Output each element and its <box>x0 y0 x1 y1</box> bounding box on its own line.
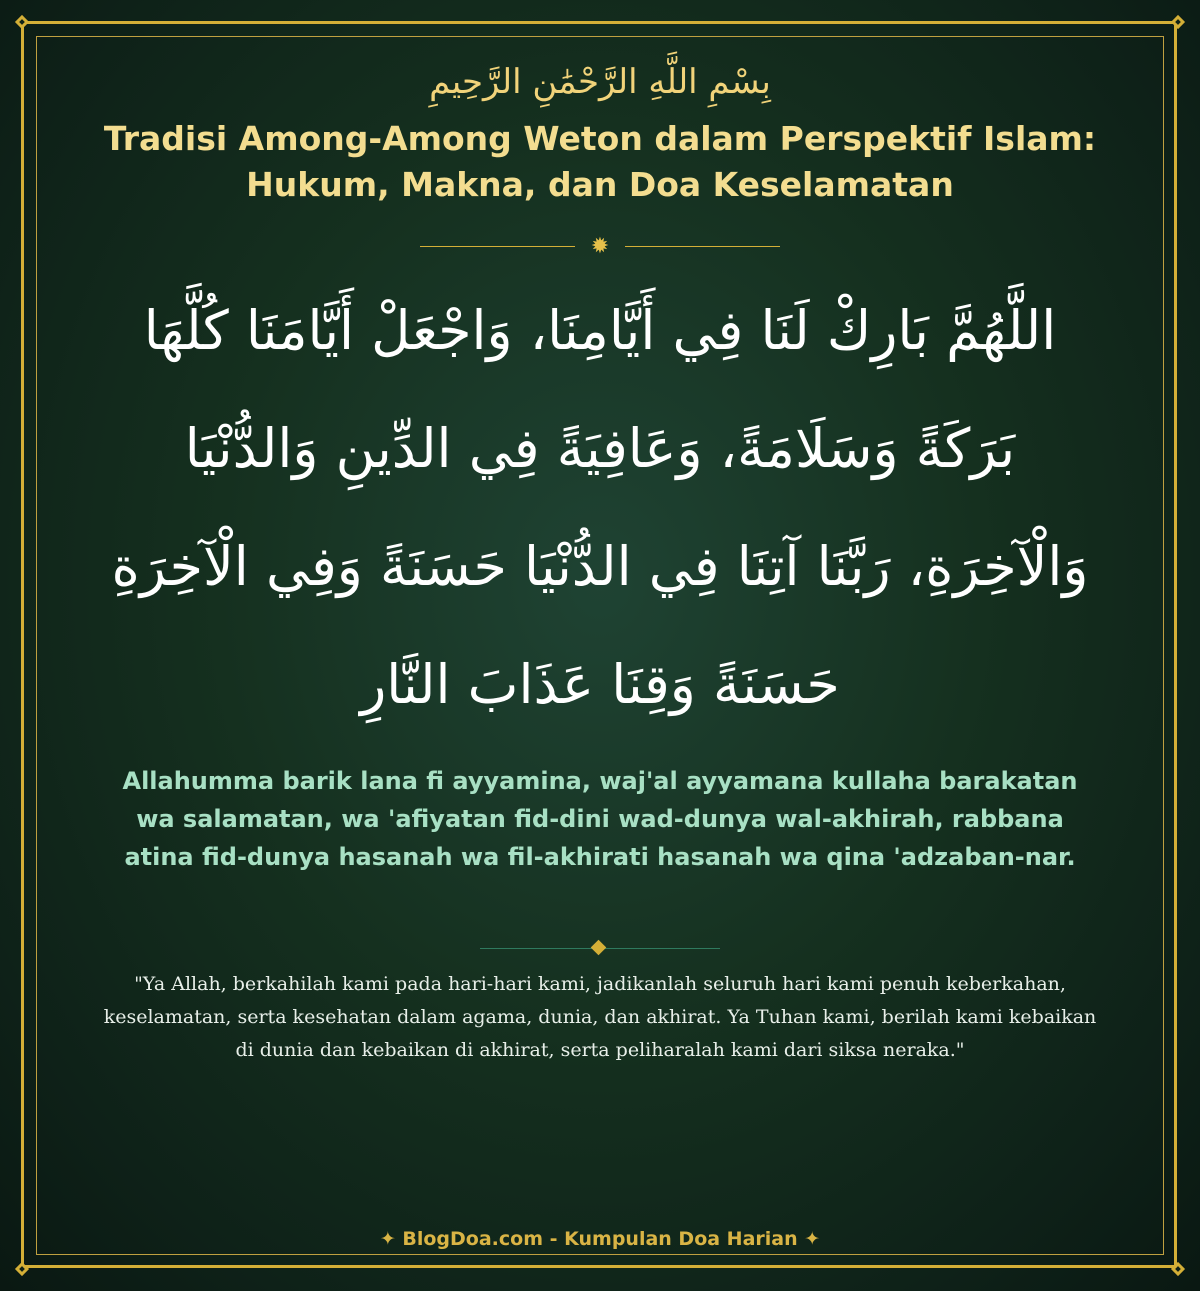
footer-site-label: BlogDoa.com - Kumpulan Doa Harian <box>402 1228 798 1250</box>
footer-credit <box>0 1226 1200 1252</box>
bismillah: بِسْمِ اللَّهِ الرَّحْمَٰنِ الرَّحِيمِ <box>429 62 771 102</box>
page-title: Tradisi Among-Among Weton dalam Perspektif Islam: Hukum, Makna, dan Doa Keselamatan <box>103 119 1097 204</box>
ornamental-divider <box>420 236 780 258</box>
section-divider <box>480 938 720 958</box>
divider-line <box>420 246 575 247</box>
sparkle-icon: ✦ <box>804 1228 821 1250</box>
arabic-prayer-text: اللَّهُمَّ بَارِكْ لَنَا فِي أَيَّامِنَا، وَاجْعَلْ أَيَّامَنَا كُلَّهَا بَرَكَةً وَسَلَامَةً، وَعَافِيَةً فِي الدِّينِ وَالدُّنْيَا وَالْآخِرَةِ، رَبَّنَا آتِنَا فِي الدُّنْيَا حَسَنَةً وَفِي الْآخِرَةِ حَسَنَةً وَقِنَا عَذَابَ النَّارِ <box>111 299 1089 716</box>
diamond-ornament-icon <box>591 940 607 956</box>
star-ornament-icon: ✹ <box>590 234 610 259</box>
transliteration-text: Allahumma barik lana fi ayyamina, waj'al ayyamana kullaha barakatan wa salamatan, wa 'afiyatan fid-dini wad-dunya wal-akhirah, rabbana atina fid-dunya hasanah wa fil-akhirati hasanah wa qina 'adzaban-nar. <box>122 767 1078 871</box>
sparkle-icon: ✦ <box>379 1228 396 1250</box>
translation-text: "Ya Allah, berkahilah kami pada hari-hari kami, jadikanlah seluruh hari kami penuh keberkahan, keselamatan, serta kesehatan dalam agama, dunia, dan akhirat. Ya Tuhan kami, berilah kami kebaikan di dunia dan kebaikan di akhirat, serta peliharalah kami dari siksa neraka." <box>103 973 1097 1061</box>
divider-line <box>625 246 780 247</box>
